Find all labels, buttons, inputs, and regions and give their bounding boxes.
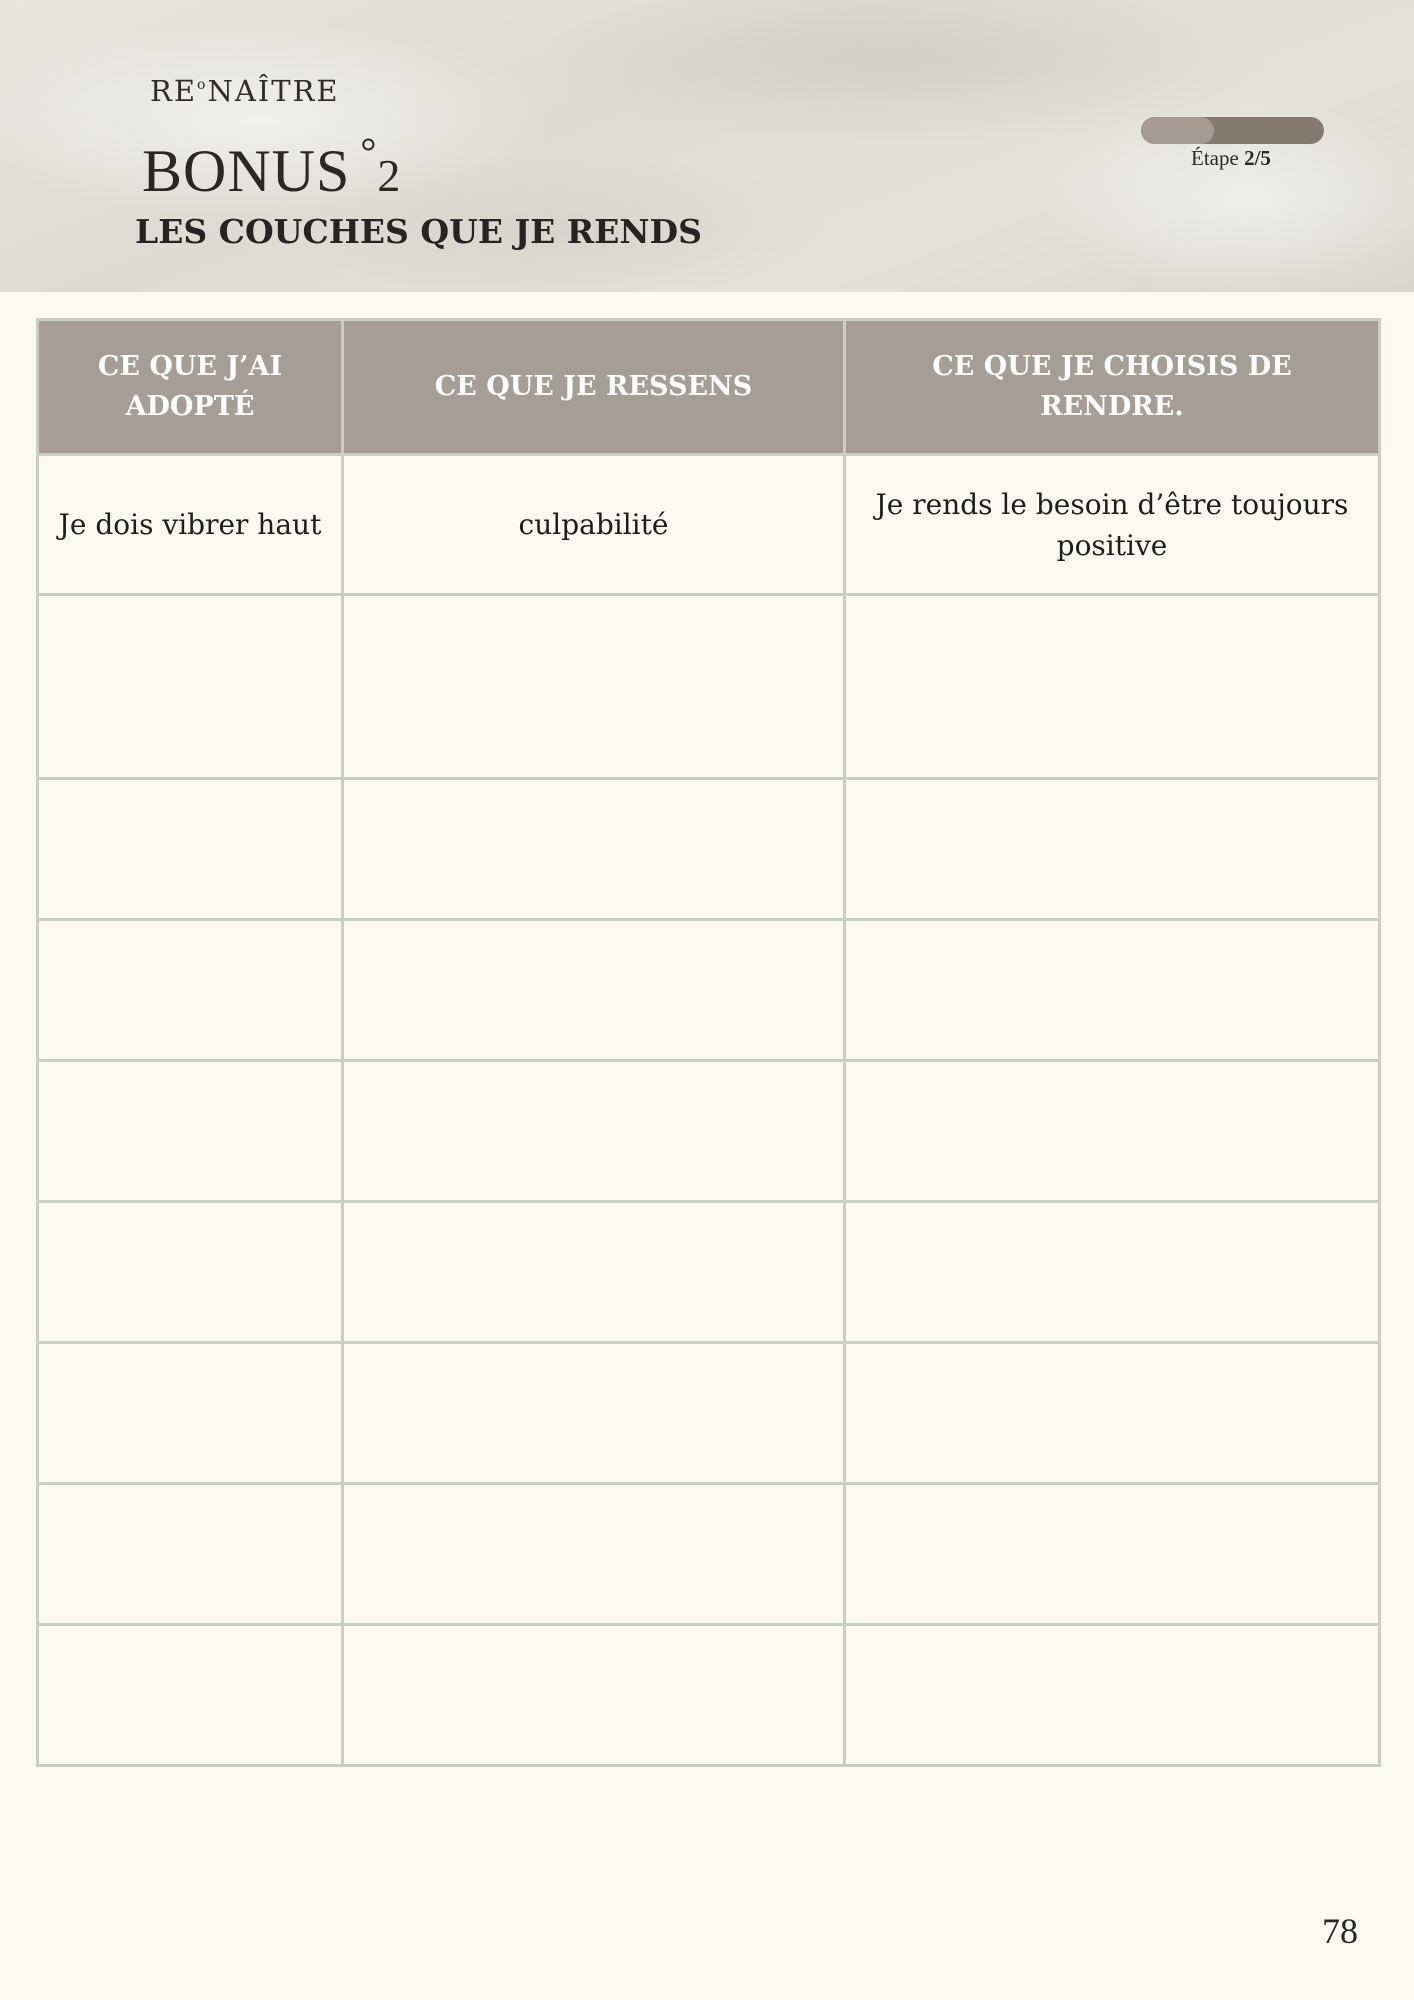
step-value: 2/5 [1244,146,1271,170]
table-cell[interactable] [343,920,845,1061]
column-header-adopted: CE QUE J’AI ADOPTÉ [38,320,343,455]
column-header-feel: CE QUE JE RESSENS [343,320,845,455]
header-banner [0,0,1414,292]
brand-prefix: RE [150,74,198,108]
table-cell[interactable] [845,595,1380,779]
step-label: Étape [1191,146,1239,170]
column-header-return: CE QUE JE CHOISIS DE RENDRE. [845,320,1380,455]
table-cell[interactable] [343,1484,845,1625]
bonus-word: BONUS [142,138,351,204]
table-cell[interactable] [343,1202,845,1343]
bonus-degree: ° [360,129,378,174]
table-row [38,1061,1380,1202]
table-cell[interactable] [343,779,845,920]
progress-bar [1141,117,1324,144]
step-indicator [1191,146,1271,171]
table-cell[interactable] [38,595,343,779]
table-cell[interactable] [343,1343,845,1484]
table-cell[interactable] [38,1343,343,1484]
table-row [38,595,1380,779]
table-cell[interactable] [845,1625,1380,1766]
table-cell[interactable] [343,1061,845,1202]
bonus-number: 2 [377,150,402,201]
brand-suffix: NAÎTRE [207,74,340,108]
table-cell[interactable] [343,595,845,779]
table-cell[interactable] [38,779,343,920]
table-cell[interactable]: culpabilité [343,455,845,595]
brand-logo [150,74,340,108]
brand-sup: o [197,77,208,93]
progress-fill [1141,117,1214,144]
table-header-row [38,320,1380,455]
table-cell[interactable] [845,1202,1380,1343]
table-cell[interactable] [38,920,343,1061]
table-row [38,455,1380,595]
journal-table [36,318,1381,1767]
table-cell[interactable] [38,1484,343,1625]
table-row [38,1202,1380,1343]
table-cell[interactable] [845,779,1380,920]
table-cell[interactable] [38,1061,343,1202]
table-cell[interactable] [845,1343,1380,1484]
table-cell[interactable]: Je rends le besoin d’être toujours positive [845,455,1380,595]
page-number: 78 [1322,1911,1358,1951]
table-cell[interactable] [845,1484,1380,1625]
table-row [38,1484,1380,1625]
page-subtitle: LES COUCHES QUE JE RENDS [135,212,702,251]
bonus-title [142,128,401,206]
table-row [38,920,1380,1061]
table-cell[interactable] [343,1625,845,1766]
table-cell[interactable] [845,920,1380,1061]
table-row [38,1625,1380,1766]
table-cell[interactable] [38,1625,343,1766]
table-row [38,779,1380,920]
table-cell[interactable] [845,1061,1380,1202]
table-row [38,1343,1380,1484]
table-cell[interactable] [38,1202,343,1343]
table-cell[interactable]: Je dois vibrer haut [38,455,343,595]
